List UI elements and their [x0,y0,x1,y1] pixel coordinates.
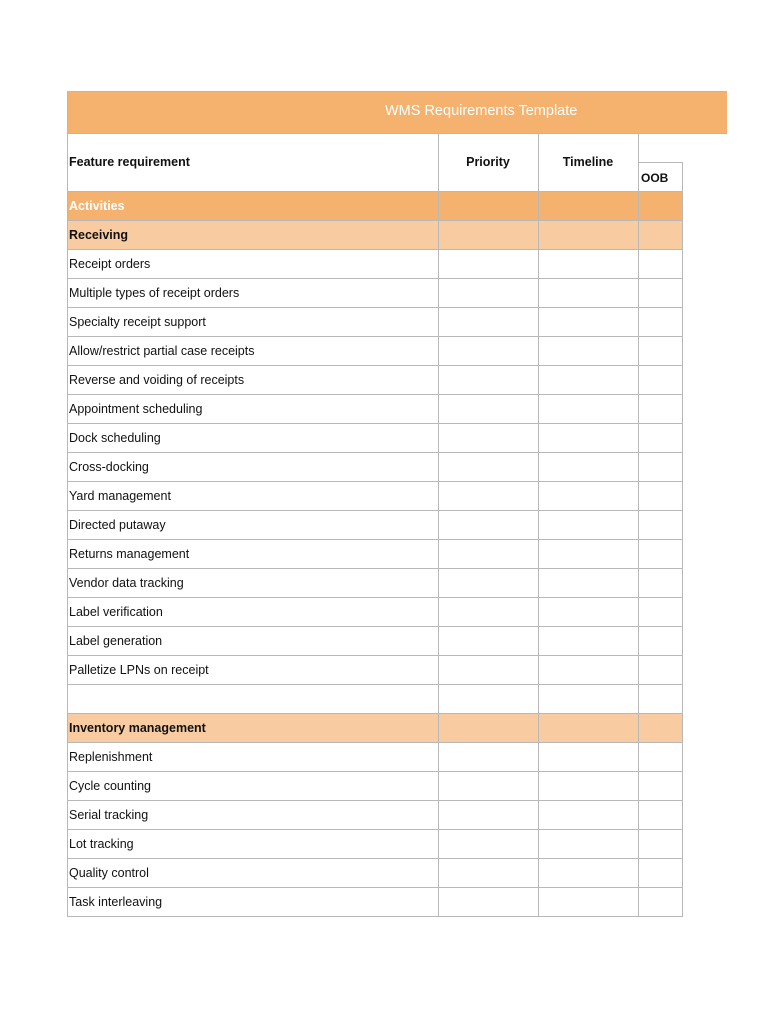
priority-cell[interactable] [438,887,539,917]
priority-cell[interactable] [438,249,539,279]
row-label: Cycle counting [69,779,151,793]
oob-cell[interactable] [638,771,683,801]
header-priority [438,134,539,192]
priority-cell[interactable] [438,539,539,569]
feature-cell [67,655,439,685]
priority-cell[interactable] [438,336,539,366]
row-label: Quality control [69,866,149,880]
feature-cell [67,771,439,801]
priority-cell[interactable] [438,220,539,250]
row-label: Label verification [69,605,163,619]
feature-cell [67,539,439,569]
feature-cell [67,858,439,888]
feature-cell [67,394,439,424]
feature-cell [67,249,439,279]
table-row [67,568,683,597]
table-row [67,626,683,655]
timeline-cell[interactable] [538,423,639,453]
feature-cell [67,423,439,453]
row-label: Appointment scheduling [69,402,203,416]
feature-cell [67,510,439,540]
oob-cell[interactable] [638,800,683,830]
priority-cell[interactable] [438,858,539,888]
table-row [67,249,683,278]
row-label: Palletize LPNs on receipt [69,663,209,677]
feature-cell [67,800,439,830]
row-label: Allow/restrict partial case receipts [69,344,255,358]
oob-cell[interactable] [638,394,683,424]
oob-cell[interactable] [638,655,683,685]
priority-cell[interactable] [438,684,539,714]
feature-cell [67,829,439,859]
priority-cell[interactable] [438,800,539,830]
table-row [67,336,683,365]
feature-cell [67,336,439,366]
timeline-cell[interactable] [538,220,639,250]
table-row [67,887,683,916]
timeline-cell[interactable] [538,365,639,395]
oob-cell[interactable] [638,568,683,598]
timeline-cell[interactable] [538,713,639,743]
row-label: Reverse and voiding of receipts [69,373,245,387]
table-row [67,597,683,626]
timeline-cell[interactable] [538,858,639,888]
oob-cell[interactable] [638,452,683,482]
requirements-table-body [67,191,683,916]
title-bar [67,91,727,134]
row-label: Multiple types of receipt orders [69,286,240,300]
priority-cell[interactable] [438,481,539,511]
oob-cell[interactable] [638,220,683,250]
timeline-cell[interactable] [538,336,639,366]
priority-cell[interactable] [438,423,539,453]
oob-cell[interactable] [638,684,683,714]
row-label: Dock scheduling [69,431,161,445]
feature-cell [67,684,439,714]
oob-cell[interactable] [638,713,683,743]
priority-cell[interactable] [438,307,539,337]
oob-cell[interactable] [638,278,683,308]
oob-cell[interactable] [638,191,683,221]
feature-cell [67,278,439,308]
row-label: Activities [69,199,125,213]
timeline-cell[interactable] [538,742,639,772]
header-timeline [538,134,639,192]
priority-cell[interactable] [438,742,539,772]
oob-cell[interactable] [638,626,683,656]
priority-cell[interactable] [438,626,539,656]
table-row [67,307,683,336]
oob-cell[interactable] [638,539,683,569]
timeline-cell[interactable] [538,887,639,917]
priority-cell[interactable] [438,655,539,685]
row-label: Lot tracking [69,837,134,851]
timeline-cell[interactable] [538,829,639,859]
category-row [67,220,683,249]
priority-cell[interactable] [438,771,539,801]
row-label: Replenishment [69,750,153,764]
table-row [67,278,683,307]
table-row [67,510,683,539]
feature-cell [67,481,439,511]
feature-cell [67,626,439,656]
priority-cell[interactable] [438,568,539,598]
row-label: Receiving [69,228,129,242]
oob-cell[interactable] [638,249,683,279]
category-row [67,713,683,742]
table-row [67,481,683,510]
timeline-cell[interactable] [538,249,639,279]
feature-cell [67,597,439,627]
timeline-cell[interactable] [538,655,639,685]
priority-cell[interactable] [438,394,539,424]
row-label: Returns management [69,547,190,561]
header-timeline-label: Timeline [562,155,614,169]
timeline-cell[interactable] [538,191,639,221]
priority-cell[interactable] [438,278,539,308]
timeline-cell[interactable] [538,452,639,482]
priority-cell[interactable] [438,510,539,540]
oob-cell[interactable] [638,597,683,627]
feature-cell [67,887,439,917]
page-title: WMS Requirements Template [385,103,578,119]
feature-cell [67,365,439,395]
row-label: Receipt orders [69,257,151,271]
timeline-cell[interactable] [538,394,639,424]
timeline-cell[interactable] [538,684,639,714]
oob-cell[interactable] [638,742,683,772]
priority-cell[interactable] [438,365,539,395]
table-row [67,829,683,858]
activities-row [67,191,683,220]
feature-cell [67,191,439,221]
table-row [67,858,683,887]
timeline-cell[interactable] [538,278,639,308]
row-label: Cross-docking [69,460,149,474]
feature-cell [67,713,439,743]
oob-cell[interactable] [638,510,683,540]
timeline-cell[interactable] [538,481,639,511]
header-oob [638,162,683,192]
row-label: Specialty receipt support [69,315,206,329]
row-label: Serial tracking [69,808,149,822]
oob-cell[interactable] [638,423,683,453]
priority-cell[interactable] [438,829,539,859]
feature-cell [67,568,439,598]
oob-cell[interactable] [638,887,683,917]
priority-cell[interactable] [438,597,539,627]
table-row [67,655,683,684]
oob-cell[interactable] [638,858,683,888]
oob-cell[interactable] [638,365,683,395]
priority-cell[interactable] [438,713,539,743]
priority-cell[interactable] [438,191,539,221]
table-row [67,742,683,771]
header-priority-label: Priority [466,155,510,169]
table-row [67,800,683,829]
feature-cell [67,742,439,772]
header-oob-label: OOB [641,171,669,185]
row-label: Directed putaway [69,518,166,532]
feature-cell [67,307,439,337]
priority-cell[interactable] [438,452,539,482]
table-row [67,684,683,713]
oob-cell[interactable] [638,829,683,859]
timeline-cell[interactable] [538,800,639,830]
header-feature [67,134,439,192]
table-row [67,539,683,568]
table-row [67,771,683,800]
oob-cell[interactable] [638,481,683,511]
row-label: Task interleaving [69,895,163,909]
timeline-cell[interactable] [538,597,639,627]
timeline-cell[interactable] [538,771,639,801]
table-row [67,394,683,423]
row-label: Yard management [69,489,171,503]
oob-cell[interactable] [638,307,683,337]
table-row [67,365,683,394]
row-label: Vendor data tracking [69,576,184,590]
header-feature-label: Feature requirement [69,155,190,169]
timeline-cell[interactable] [538,568,639,598]
feature-cell [67,220,439,250]
timeline-cell[interactable] [538,626,639,656]
row-label: Label generation [69,634,163,648]
oob-cell[interactable] [638,336,683,366]
row-label: Inventory management [69,721,206,735]
timeline-cell[interactable] [538,307,639,337]
table-row [67,423,683,452]
timeline-cell[interactable] [538,510,639,540]
feature-cell [67,452,439,482]
timeline-cell[interactable] [538,539,639,569]
table-row [67,452,683,481]
